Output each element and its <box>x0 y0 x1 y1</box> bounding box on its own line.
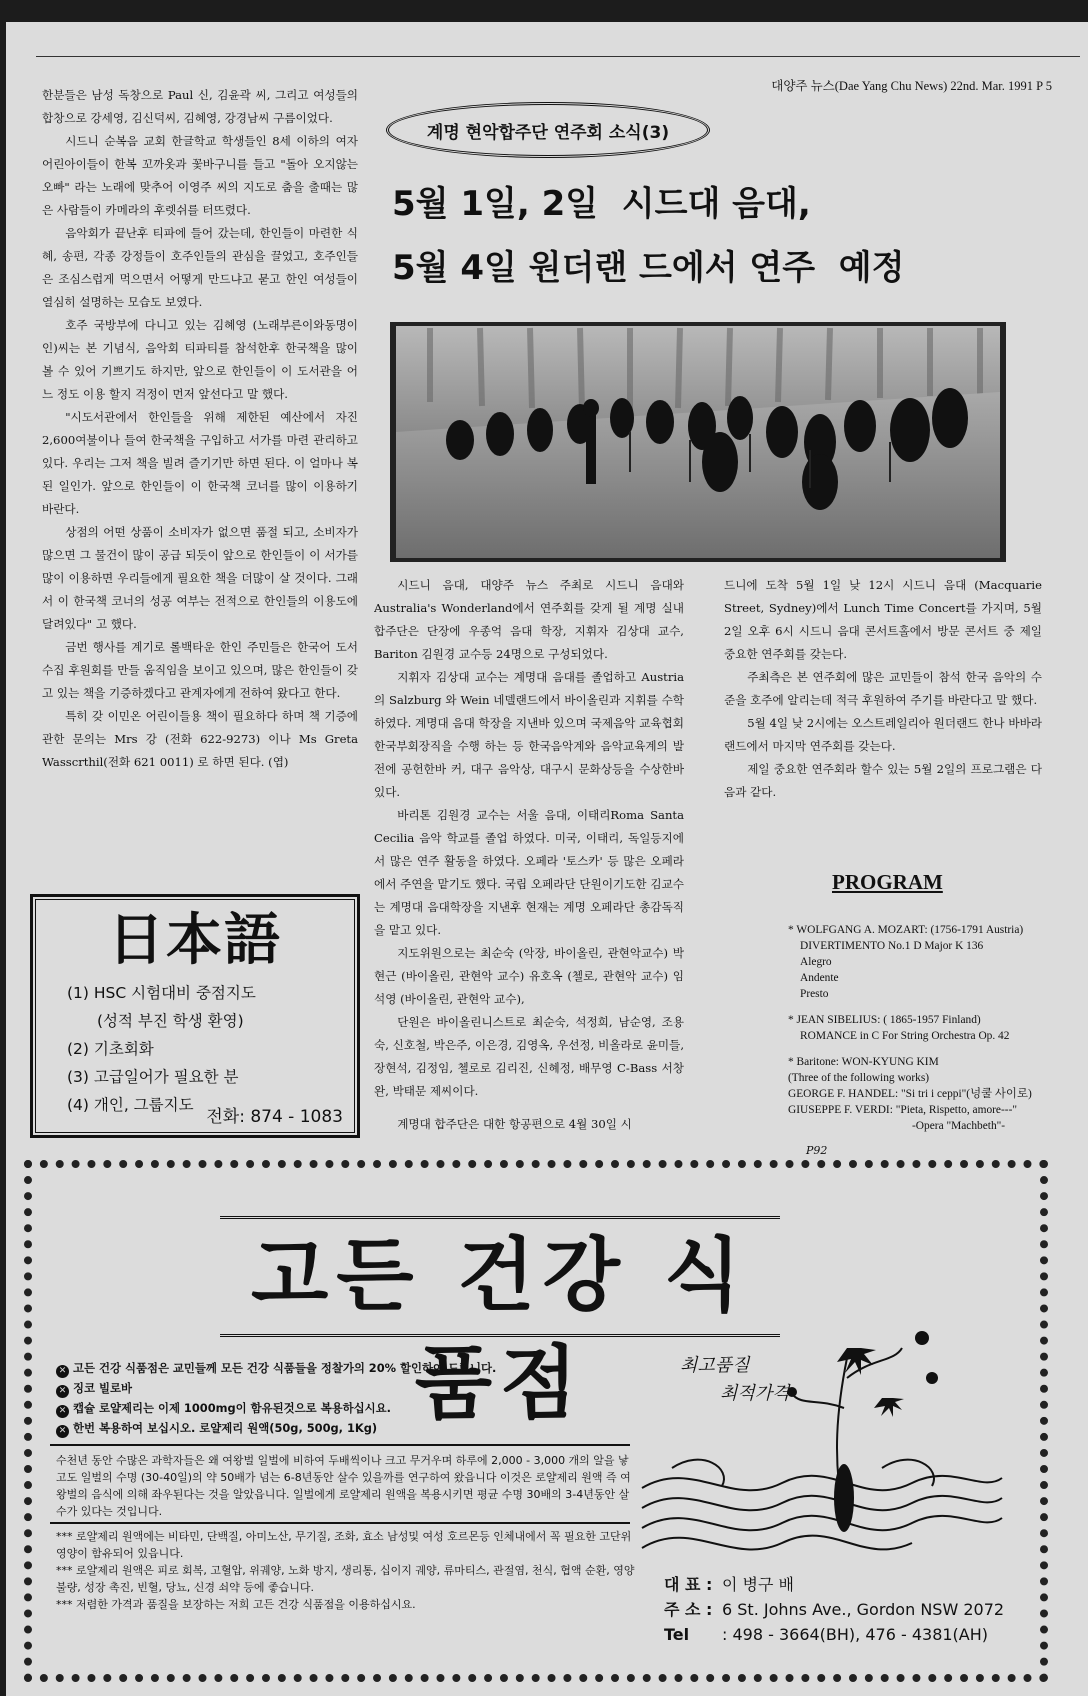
program-list <box>748 922 1088 1144</box>
slogan-line: 최적가격 <box>720 1383 790 1404</box>
feature-item <box>56 1418 636 1438</box>
paragraph: 주최측은 본 연주회에 많은 교민들이 참석 한국 음악의 수준을 호주에 알리는데 적극 후원하여 주기를 바란다고 말 했다. <box>724 670 1042 707</box>
top-rule <box>36 56 1080 57</box>
headline-line: 5월 4일 원더랜 드에서 연주 예정 <box>392 248 905 288</box>
program-title: PROGRAM <box>832 870 943 894</box>
program-line: * JEAN SIBELIUS: ( 1865-1957 Finland) <box>788 1014 981 1026</box>
contact-label: 주 소 : <box>664 1600 713 1619</box>
newspaper-page <box>6 22 1088 1696</box>
paragraph: 드니에 도착 5월 1일 낮 12시 시드니 음대 (Macquarie Street, Sydney)에서 Lunch Time Concert를 가지며, 5월 2일 오후 6시 시드니 음대 콘서트홀에서 방문 콘서트 중 제일 중요한 연주회를 갖는다. <box>724 578 1042 661</box>
list-item: (4) 개인, 그룹지도 <box>67 1096 194 1114</box>
paragraph: 시드니 순복음 교회 한글학교 학생들인 8세 이하의 여자 어린아이들이 한복 꼬까옷과 꽃바구니를 들고 "돌아 오지않는 오빠" 라는 노래에 맞추어 이영주 씨의 지도로 춤을 출때는 많은 사람들이 카메라의 후렛쉬를 터뜨렸다. <box>42 134 358 217</box>
paragraph: 5월 4일 낮 2시에는 오스트레일리아 원더랜드 한나 바바라 랜드에서 마지막 연주회를 갖는다. <box>724 716 1042 753</box>
program-line: (Three of the following works) <box>788 1072 930 1084</box>
contact-row <box>664 1622 1004 1647</box>
contact-label: 대 표 : <box>664 1575 713 1594</box>
paragraph: 음악회가 끝난후 티파에 들어 갔는데, 한인들이 마련한 식혜, 송편, 각종 강정들이 호주인들의 관심을 끌었고, 호주인들은 조심스럽게 먹으면서 어떻게 만드냐고 묻고 한인 여성들이 열심히 설명하는 모습도 보였다. <box>42 226 358 309</box>
divider <box>50 1522 630 1524</box>
ad-title: 日本語 <box>108 908 282 973</box>
japanese-lesson-ad <box>30 894 360 1138</box>
article-column-right <box>724 574 1042 864</box>
orchestra-photo <box>390 322 1006 562</box>
left-article-column <box>42 84 358 889</box>
paragraph: 지휘자 김상대 교수는 계명대 음대를 졸업하고 Austria의 Salzburg 와 Wein 네델랜드에서 바이올린과 지휘를 수학 하였다. 계명대 음대 학장을 지낸바 있으며 국제음악 교육협회 한국부회장직을 수행 하는 등 한국음악계와 음악교육계의 발전에 공헌한바 커, 대구 음악상, 대구시 문화상등을 수상한바 있다. <box>374 670 684 799</box>
program-line: * Baritone: WON-KYUNG KIM <box>788 1056 939 1068</box>
address: 6 St. Johns Ave., Gordon NSW 2072 <box>722 1600 1005 1619</box>
telephone: : 498 - 3664(BH), 476 - 4381(AH) <box>722 1625 989 1644</box>
benefit-item: *** 로얄제리 원액은 피로 회복, 고혈압, 위궤양, 노화 방지, 생리통, 십이지 궤양, 류마티스, 관절염, 천식, 협액 순환, 영양 불량, 성장 촉진, 빈혈, 당뇨, 신경 쇠약 등에 좋습니다. <box>56 1564 635 1594</box>
program-line: ROMANCE in C For String Orchestra Op. 42 <box>800 1030 1010 1042</box>
paragraph: 제일 중요한 연주회라 할수 있는 5월 2일의 프로그램은 다음과 같다. <box>724 762 1042 799</box>
paragraph: "시도서관에서 한인들을 위해 제한된 예산에서 자진 2,600여불이나 들여 한국책을 구입하고 서가를 마련 관리하고 있다. 우리는 그저 책을 빌려 즐기기만 하면 된다. 이 얼마나 복된 일인가. 앞으로 한인들이 이 한국책 코너를 많이 이용하기 바란다. <box>42 410 358 516</box>
program-line: -Opera "Machbeth"- <box>912 1120 1006 1132</box>
ad-phone: 전화: 874 - 1083 <box>206 1107 343 1127</box>
ad-title: 고든 건강 식품점 <box>250 1229 750 1430</box>
benefit-item: *** 로얄제리 원액에는 비타민, 단백질, 아미노산, 무기질, 조화, 효소 남성및 여성 호르몬등 인체내에서 꼭 필요한 고단위영양이 함유되어 있읍니다. <box>56 1530 632 1560</box>
article-column-middle <box>374 574 684 1162</box>
title-rule <box>220 1216 780 1219</box>
contact-block <box>664 1572 1004 1647</box>
list-item: (성적 부진 학생 환영) <box>97 1012 244 1030</box>
program-item <box>788 1054 1088 1134</box>
benefit-item: *** 저렴한 가격과 품질을 보장하는 저희 고든 건강 식품점을 이용하십시요. <box>56 1598 416 1611</box>
paragraph: 계명대 합주단은 대한 항공편으로 4월 30일 시 <box>397 1117 632 1131</box>
paragraph: 상점의 어떤 상품이 소비자가 없으면 품절 되고, 소비자가 많으면 그 물건이 많이 공급 되듯이 앞으로 한인들이 이 서가를 많이 이용하면 우리들에게 필요한 책을 더많이 살 것이다. 그래서 이 한국책 코너의 성공 여부는 전적으로 한인들의 이용도에 달려있다" 고 했다. <box>42 525 358 631</box>
x-circle-icon: ✕ <box>56 1425 69 1438</box>
feature-list <box>56 1358 636 1438</box>
program-item <box>788 922 1088 1002</box>
x-circle-icon: ✕ <box>56 1385 69 1398</box>
program-line: GIUSEPPE F. VERDI: "Pieta, Rispetto, amore---" <box>788 1104 1018 1116</box>
paragraph: 금번 행사를 계기로 롤백타운 한인 주민들은 한국어 도서 수집 후원회를 만들 움직임을 보이고 있으며, 많은 한인들이 갖고 있는 책을 기증하겠다고 관계자에게 전하여 왔다고 한다. <box>42 640 358 700</box>
slogan-line: 최고품질 <box>680 1355 750 1376</box>
representative: 이 병구 배 <box>722 1575 794 1594</box>
orchestra-photo-image <box>390 322 1006 562</box>
ad-body-text: 수천년 동안 수많은 과학자들은 왜 여왕벌 일벌에 비하여 두배씩이나 크고 무거우며 하루에 2,000 - 3,000 개의 알을 낳고도 일벌의 수명 (30-40일)의 약 50배가 넘는 6-8년동안 살수 있을까를 연구하여 왔읍니다 이것은 로얄제리 원액 즉 여왕벌의 음식에 의해 좌우된다는 것을 알았읍니다. 일벌에게 로얄제리 원액을 복용시키면 평균 수명 30배의 3-4년동안 살수가 있다는 것입니다. <box>56 1454 631 1518</box>
x-circle-icon: ✕ <box>56 1365 69 1378</box>
handwritten-note: P92 <box>806 1144 828 1157</box>
program-line: GEORGE F. HANDEL: "Si tri i ceppi"(넝쿨 사이로) <box>788 1088 1032 1100</box>
headline <box>392 172 992 300</box>
paragraph: 바리톤 김원경 교수는 서울 음대, 이태리Roma Santa Cecilia 음악 학교를 졸업 하였다. 미국, 이태리, 독일등지에서 많은 연주 활동을 하였다. 오페라 '토스카' 등 많은 오페라에서 주연을 맡기도 했다. 국립 오페라단 단원이기도한 김교수는 계명대 음대학장을 지낸후 현재는 계명 오페라단 총감독직을 맡고 있다. <box>374 808 684 937</box>
contact-row <box>664 1597 1004 1622</box>
program-line: Alegro <box>800 956 832 968</box>
feature-item <box>56 1378 636 1398</box>
list-item: (1) HSC 시험대비 중점지도 <box>67 984 256 1002</box>
program-line: Andente <box>800 972 839 984</box>
feature-item <box>56 1398 636 1418</box>
program-item <box>788 1012 1088 1044</box>
slogan <box>680 1352 790 1408</box>
x-circle-icon: ✕ <box>56 1405 69 1418</box>
feature-item <box>56 1358 636 1378</box>
program-line: Presto <box>800 988 829 1000</box>
paragraph: 시드니 음대, 대양주 뉴스 주최로 시드니 음대와 Australia's Wonderland에서 연주회를 갖게 될 계명 실내합주단은 단장에 우종억 음대 학장, 지휘자 김상대 교수, Bariton 김원경 교수등 24명으로 구성되었다. <box>374 578 684 661</box>
feature-text: 한번 복용하여 보십시오. 로얄제리 원액(50g, 500g, 1Kg) <box>73 1421 378 1435</box>
health-food-ad <box>24 1160 1048 1682</box>
contact-row <box>664 1572 1004 1597</box>
paragraph: 한분들은 남성 독창으로 Paul 신, 김윤곽 씨, 그리고 여성들의 합창으로 강세영, 김신덕씨, 김혜영, 강경남씨 구름이었다. <box>42 88 358 125</box>
benefit-list <box>56 1528 636 1613</box>
contact-label: Tel <box>664 1625 690 1644</box>
divider <box>50 1444 630 1446</box>
masthead: 대양주 뉴스(Dae Yang Chu News) 22nd. Mar. 1991 P 5 <box>771 79 1052 93</box>
paragraph: 단원은 바이올린니스트로 최순숙, 석정희, 남순영, 조용숙, 신호철, 박은주, 이은경, 김영옥, 우선정, 비올라로 윤미들, 장현석, 김정임, 첼로로 김리진, 신혜정, 배무영 C-Bass 서창완, 박태문 제씨이다. <box>374 1015 684 1098</box>
feature-text: 징코 빌로바 <box>73 1381 132 1395</box>
feature-text: 캡슐 로얄제리는 이제 1000mg이 함유된것으로 복용하십시요. <box>73 1401 391 1415</box>
program-line: DIVERTIMENTO No.1 D Major K 136 <box>800 940 984 952</box>
list-item: (3) 고급일어가 필요한 분 <box>67 1068 239 1086</box>
headline-line: 5월 1일, 2일 시드대 음대, <box>392 184 811 224</box>
program-line: * WOLFGANG A. MOZART: (1756-1791 Austria) <box>788 924 1024 936</box>
paragraph: 특히 갖 이민온 어린이들용 책이 필요하다 하며 책 기증에 관한 문의는 Mrs 강 (전화 622-9273) 이나 Ms Greta Wasscrthil(전화 621 0011) 로 하면 된다. (엽) <box>42 709 358 769</box>
ad-item-list <box>67 979 357 1119</box>
feature-text: 고든 건강 식품점은 교민들께 모든 건강 식품들을 정찰가의 20% 할인하여 드립니다. <box>73 1361 497 1375</box>
paragraph: 호주 국방부에 다니고 있는 김혜영 (노래부른이와동명이인)씨는 본 기념식, 음악회 티파티를 참석한후 한국책을 많이 볼 수 있어 기쁘기도 하지만, 앞으로 한인들이 이 도서관을 어느 정도 이용 할지 걱정이 먼저 앞선다고 말 했다. <box>42 318 358 401</box>
paragraph: 지도위원으로는 최순숙 (악장, 바이올린, 관현악교수) 박현근 (바이올린, 관현악 교수) 유호옥 (첼로, 관현악 교수) 임석영 (바이올린, 관현악 교수), <box>374 946 684 1006</box>
series-badge: 계명 현악합주단 연주회 소식(3) <box>386 102 710 158</box>
list-item: (2) 기초회화 <box>67 1040 154 1058</box>
